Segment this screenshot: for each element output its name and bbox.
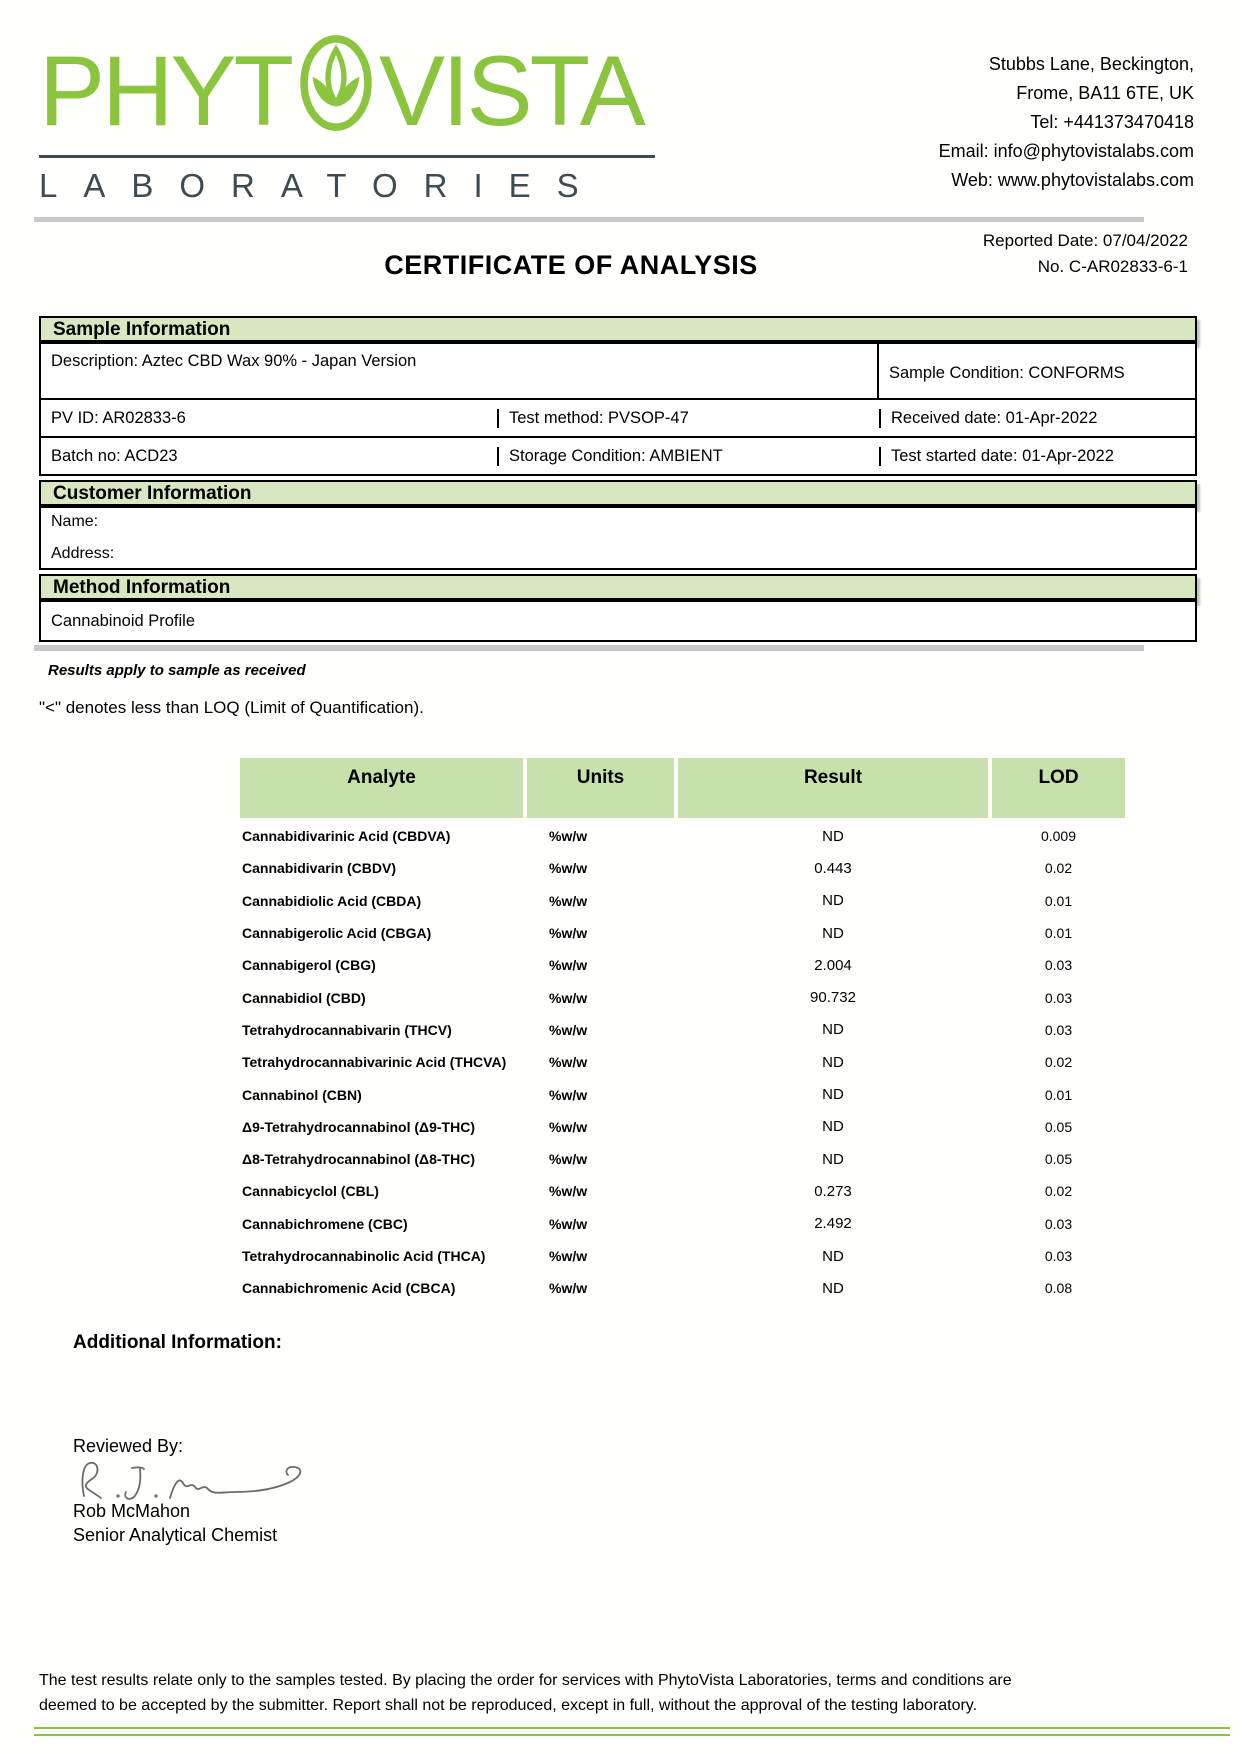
section-divider [34,645,1144,651]
results-table [240,758,1125,1304]
logo-rule [39,155,655,158]
analyte-name: Cannabichromenic Acid (CBCA) [242,1280,456,1297]
reviewer-name: Rob McMahon [73,1501,191,1521]
col-header-analyte: Analyte [240,758,523,818]
sample-info-header: Sample Information [39,316,1197,344]
analyte-units: %w/w [549,828,588,845]
contact-web: Web: www.phytovistalabs.com [951,170,1194,190]
table-row [240,949,1125,981]
method-info-box: Cannabinoid Profile [39,600,1197,642]
analyte-units: %w/w [549,1118,588,1135]
analyte-units: %w/w [549,957,588,974]
table-row [240,1078,1125,1110]
sample-condition: Sample Condition: CONFORMS [877,344,1195,398]
analyte-name: Cannabidivarinic Acid (CBDVA) [242,828,451,845]
reviewed-by-label: Reviewed By: [73,1436,184,1456]
analyte-result: 2.492 [814,1215,852,1233]
table-row [240,885,1125,917]
analyte-name: Cannabigerol (CBG) [242,957,376,974]
analyte-lod: 0.02 [1044,1183,1073,1200]
analyte-lod: 0.01 [1044,1086,1073,1103]
analyte-result: ND [822,1021,844,1039]
bottom-green-rule [34,1727,1230,1736]
info-section [39,316,1197,642]
report-number: No. C-AR02833-6-1 [1037,257,1188,276]
table-row [240,820,1125,852]
analyte-result: ND [822,924,844,942]
loq-note: "<" denotes less than LOQ (Limit of Quantification). [39,698,424,717]
logo-word-pre: PHYT [39,34,292,146]
table-row [240,1175,1125,1207]
table-row [240,852,1125,884]
analyte-units: %w/w [549,1021,588,1038]
analyte-units: %w/w [549,1215,588,1232]
analyte-name: Cannabinol (CBN) [242,1086,362,1103]
analyte-lod: 0.02 [1044,860,1073,877]
contact-address-line1: Stubbs Lane, Beckington, [988,54,1194,74]
analyte-name: Tetrahydrocannabinolic Acid (THCA) [242,1248,486,1264]
reviewer-title: Senior Analytical Chemist [73,1525,278,1545]
analyte-lod: 0.05 [1044,1151,1073,1168]
col-header-lod: LOD [992,758,1125,818]
analyte-units: %w/w [549,1248,588,1264]
results-note: Results apply to sample as received [48,662,306,679]
method-info-header: Method Information [39,574,1197,602]
analyte-lod: 0.02 [1044,1054,1073,1071]
analyte-units: %w/w [549,1086,588,1103]
analyte-name: Δ9-Tetrahydrocannabinol (Δ9-THC) [242,1118,475,1135]
analyte-units: %w/w [549,1280,588,1297]
analyte-lod: 0.03 [1044,957,1073,974]
header-divider [34,217,1144,222]
footer-line1: The test results relate only to the samples tested. By placing the order for services with PhytoVista Laboratories, terms and conditions are [39,1672,1012,1689]
analyte-lod: 0.03 [1044,1248,1073,1264]
analyte-lod: 0.009 [1040,828,1077,845]
analyte-result: ND [822,892,844,910]
table-row [240,917,1125,949]
analyte-name: Tetrahydrocannabivarinic Acid (THCVA) [242,1054,507,1071]
analyte-units: %w/w [549,1183,588,1200]
analyte-name: Cannabichromene (CBC) [242,1215,408,1232]
additional-info-label: Additional Information: [73,1332,282,1353]
table-row [240,981,1125,1013]
col-header-units: Units [527,758,674,818]
storage-condition: Storage Condition: AMBIENT [497,447,879,466]
test-started-date: Test started date: 01-Apr-2022 [879,447,1195,466]
analyte-name: Δ8-Tetrahydrocannabinol (Δ8-THC) [242,1151,475,1168]
table-row [240,1046,1125,1078]
page-title: CERTIFICATE OF ANALYSIS [384,250,758,280]
sample-ids-row [39,398,1197,438]
analyte-result: 0.443 [814,859,852,877]
sample-batch-row [39,436,1197,476]
table-row [240,1240,1125,1272]
logo-subtitle: LABORATORIES [39,167,605,204]
table-row [240,1143,1125,1175]
analyte-lod: 0.01 [1044,892,1073,909]
table-row [240,1272,1125,1304]
analyte-name: Cannabidiolic Acid (CBDA) [242,892,422,909]
contact-email: Email: info@phytovistalabs.com [938,141,1194,161]
pv-id: PV ID: AR02833-6 [51,408,186,427]
analyte-units: %w/w [549,892,588,909]
customer-name-label: Name: [51,513,99,530]
analyte-name: Tetrahydrocannabivarin (THCV) [242,1021,452,1038]
sample-description-row [39,342,1197,400]
logo-wordmark [39,34,655,146]
analyte-name: Cannabidivarin (CBDV) [242,860,397,877]
analyte-name: Cannabidiol (CBD) [242,989,366,1006]
analyte-lod: 0.01 [1044,925,1073,942]
analyte-units: %w/w [549,860,588,877]
analyte-result: 2.004 [814,956,852,974]
analyte-result: 90.732 [810,989,856,1007]
lab-contact-block [939,50,1194,195]
contact-tel: Tel: +441373470418 [1030,112,1194,132]
report-meta [983,228,1188,280]
table-row [240,1111,1125,1143]
logo-word-post: VISTA [379,34,643,146]
customer-info-header: Customer Information [39,480,1197,508]
test-method: Test method: PVSOP-47 [497,409,879,428]
footer-disclaimer [39,1668,1209,1718]
analyte-units: %w/w [549,925,588,942]
received-date: Received date: 01-Apr-2022 [879,409,1195,428]
table-row [240,1208,1125,1240]
leaf-oval-icon [298,31,374,150]
reviewer-identity [73,1499,277,1547]
analyte-result: ND [822,1247,844,1265]
customer-info-box [39,506,1197,570]
analyte-lod: 0.05 [1044,1118,1073,1135]
analyte-result: ND [822,1118,844,1136]
analyte-lod: 0.03 [1044,1215,1073,1232]
col-header-result: Result [678,758,988,818]
analyte-name: Cannabicyclol (CBL) [242,1183,379,1200]
analyte-lod: 0.03 [1044,989,1073,1006]
analyte-result: ND [822,1150,844,1168]
results-table-header [240,758,1125,818]
analyte-result: ND [822,827,844,845]
analyte-lod: 0.08 [1044,1280,1073,1297]
contact-address-line2: Frome, BA11 6TE, UK [1016,83,1194,103]
analyte-name: Cannabigerolic Acid (CBGA) [242,925,432,942]
customer-address-label: Address: [51,545,115,562]
analyte-result: ND [822,1279,844,1297]
analyte-units: %w/w [549,1151,588,1168]
analyte-units: %w/w [549,989,588,1006]
analyte-result: 0.273 [814,1182,852,1200]
phytovista-logo [39,34,655,205]
analyte-lod: 0.03 [1044,1021,1073,1038]
footer-line2: deemed to be accepted by the submitter. Report shall not be reproduced, except in full, without the approval of the testing laboratory. [39,1697,978,1714]
analyte-units: %w/w [549,1054,588,1071]
results-rows [240,820,1125,1304]
reported-date: Reported Date: 07/04/2022 [982,231,1188,250]
analyte-result: ND [822,1086,844,1104]
batch-no: Batch no: ACD23 [51,446,178,465]
analyte-result: ND [822,1053,844,1071]
table-row [240,1014,1125,1046]
sample-description: Description: Aztec CBD Wax 90% - Japan Version [51,352,417,370]
